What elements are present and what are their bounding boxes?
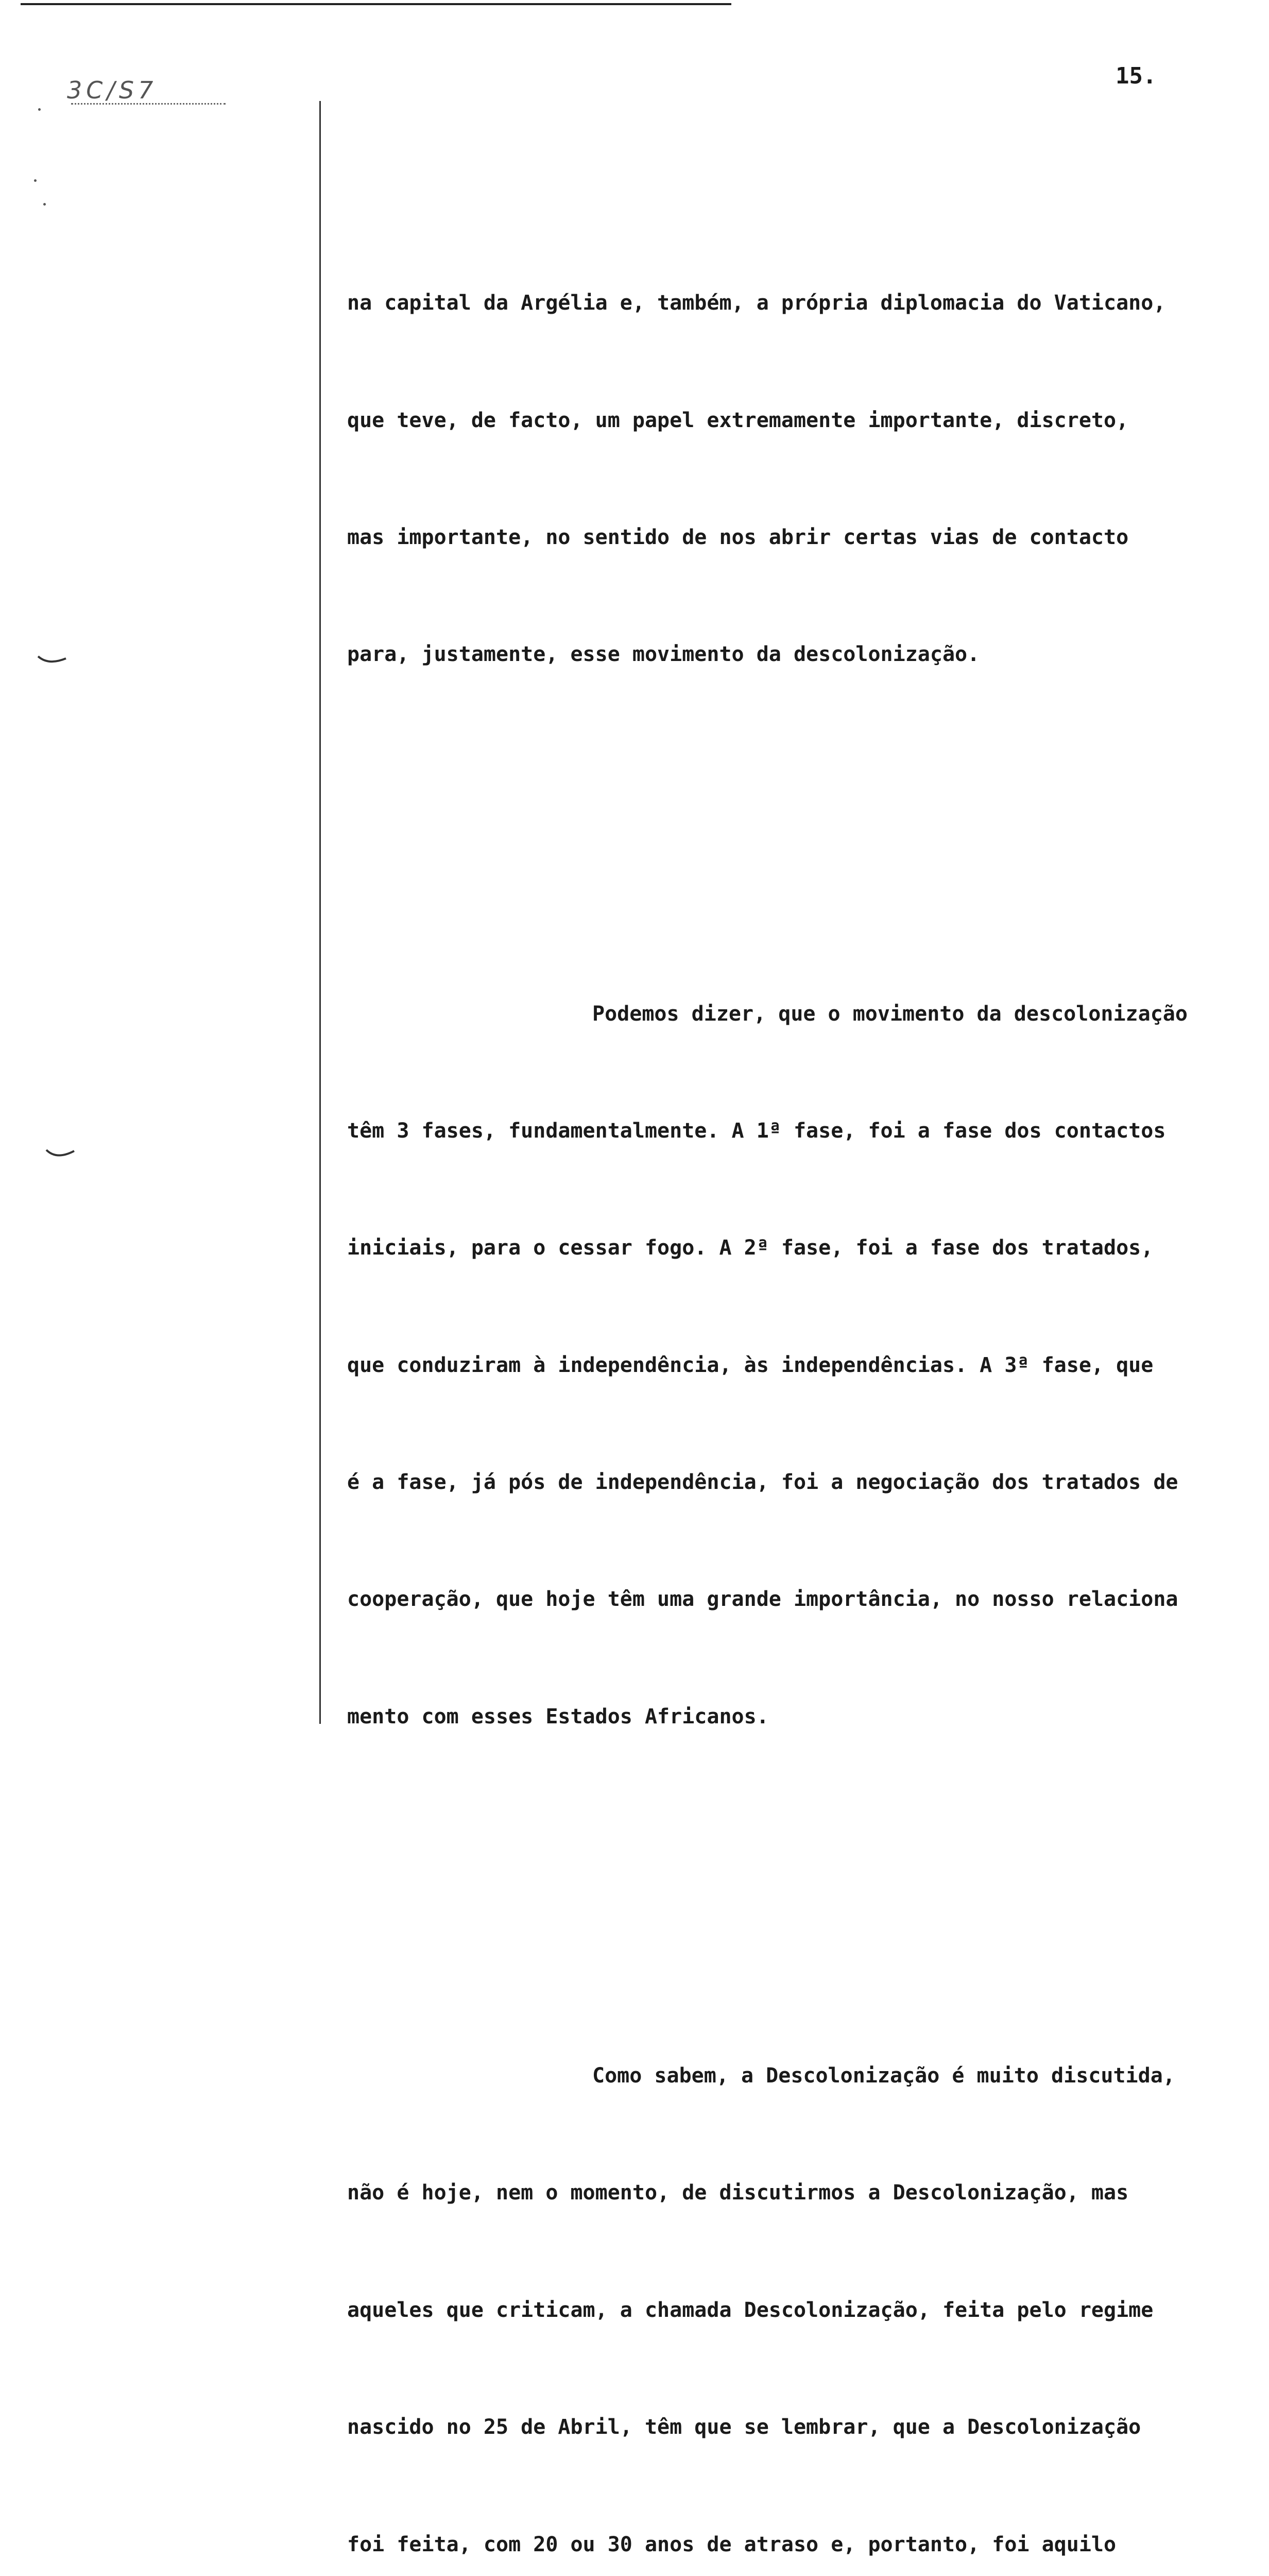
text-line: Podemos dizer, que o movimento da descolonização [592, 1002, 1188, 1026]
text-line: na capital da Argélia e, também, a própria diplomacia do Vaticano, [347, 291, 1166, 315]
text-line: nascido no 25 de Abril, têm que se lembrar, que a Descolonização [347, 2415, 1141, 2439]
text-line: Como sabem, a Descolonização é muito discutida, [592, 2064, 1175, 2088]
text-line: que conduziram à independência, às independências. A 3ª fase, que [347, 1353, 1154, 1377]
archive-reference-underline [71, 103, 226, 105]
scan-speck [34, 179, 37, 182]
text-line: é a fase, já pós de independência, foi a negociação dos tratados de [347, 1470, 1178, 1495]
text-line: que teve, de facto, um papel extremamente importante, discreto, [347, 408, 1129, 432]
top-border-rule [21, 3, 731, 5]
text-line: têm 3 fases, fundamentalmente. A 1ª fase, foi a fase dos contactos [347, 1118, 1166, 1143]
text-line: mas importante, no sentido de nos abrir certas vias de contacto [347, 525, 1129, 549]
text-line: cooperação, que hoje têm uma grande importância, no nosso relaciona [347, 1587, 1178, 1612]
paragraph [347, 917, 1233, 1815]
paragraph [347, 206, 1233, 753]
page-number: 15. [1116, 63, 1157, 89]
typewritten-body [347, 128, 1233, 2576]
text-line: mento com esses Estados Africanos. [347, 1704, 769, 1728]
text-line: para, justamente, esse movimento da descolonização. [347, 642, 980, 667]
scan-speck [38, 108, 41, 111]
text-line: não é hoje, nem o momento, de discutirmos a Descolonização, mas [347, 2181, 1129, 2205]
scan-speck [43, 203, 46, 206]
margin-rule [319, 101, 321, 1724]
archive-reference: 3C/S7 [67, 76, 158, 104]
text-line: iniciais, para o cessar fogo. A 2ª fase, foi a fase dos tratados, [347, 1236, 1154, 1260]
text-line: aqueles que criticam, a chamada Descolonização, feita pelo regime [347, 2298, 1154, 2322]
text-line: foi feita, com 20 ou 30 anos de atraso e, portanto, foi aquilo [347, 2532, 1117, 2556]
paragraph [347, 1978, 1233, 2576]
punch-hole-mark [37, 654, 68, 670]
punch-hole-mark [45, 1148, 76, 1163]
